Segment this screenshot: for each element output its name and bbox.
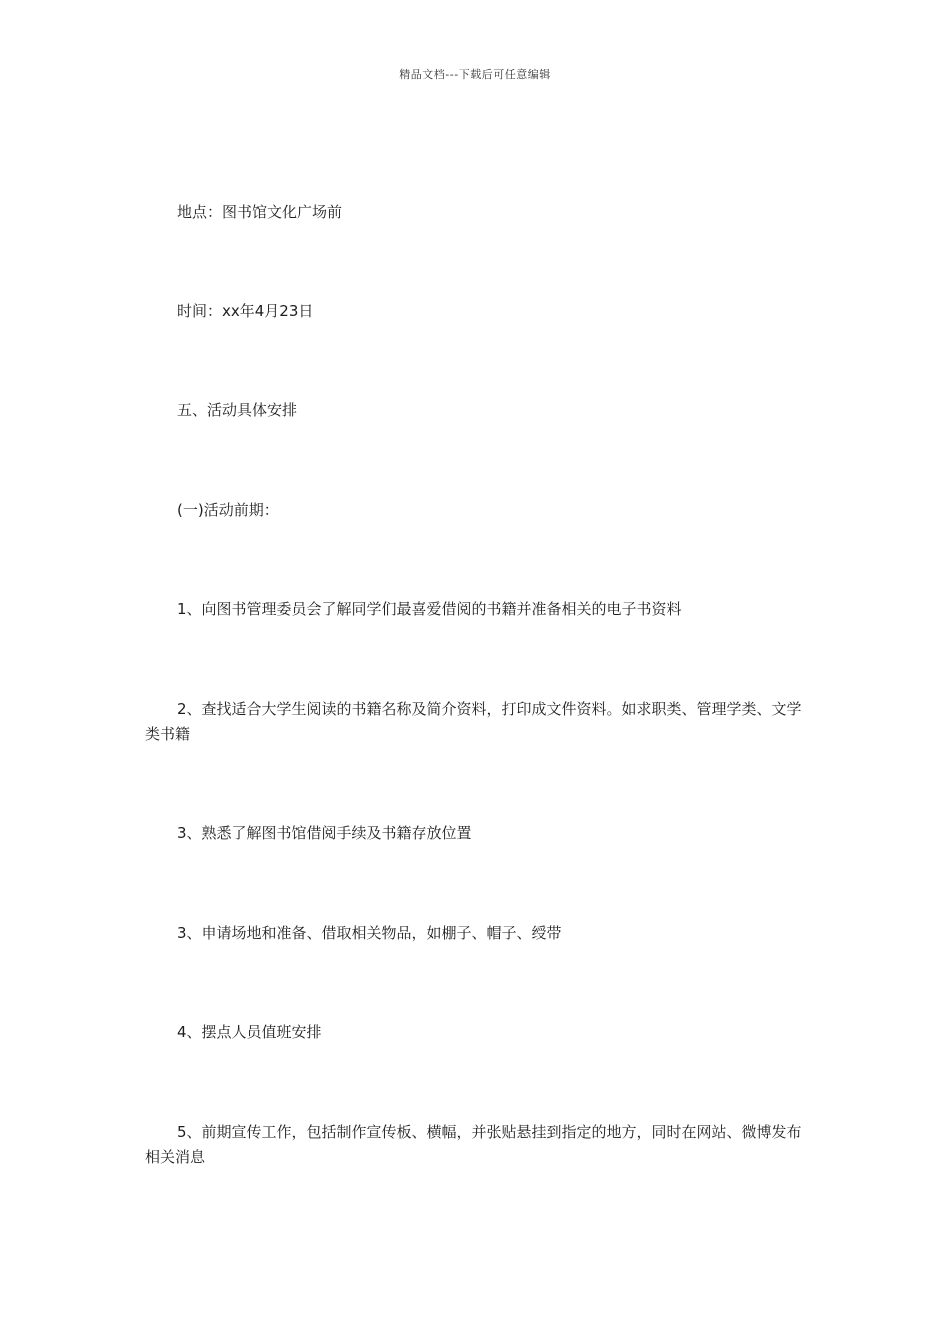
location-line: 地点：图书馆文化广场前 [177, 203, 343, 221]
list-item: 3、申请场地和准备、借取相关物品，如棚子、帽子、绶带 [177, 924, 562, 942]
list-item: 4、摆点人员值班安排 [177, 1023, 322, 1041]
time-line: 时间：xx年4月23日 [177, 302, 314, 320]
list-item: 5、前期宣传工作，包括制作宣传板、横幅，并张贴悬挂到指定的地方，同时在网站、微博发布相关消息 [145, 1123, 802, 1166]
list-item: 3、熟悉了解图书馆借阅手续及书籍存放位置 [177, 824, 472, 842]
list-item: 1、向图书管理委员会了解同学们最喜爱借阅的书籍并准备相关的电子书资料 [177, 600, 682, 618]
list-item: 2、查找适合大学生阅读的书籍名称及简介资料，打印成文件资料。如求职类、管理学类、文学类书籍 [145, 700, 802, 743]
page-header: 精品文档---下载后可任意编辑 [399, 68, 551, 81]
section-heading: 五、活动具体安排 [177, 401, 298, 419]
subsection-heading: (一)活动前期： [177, 501, 279, 519]
